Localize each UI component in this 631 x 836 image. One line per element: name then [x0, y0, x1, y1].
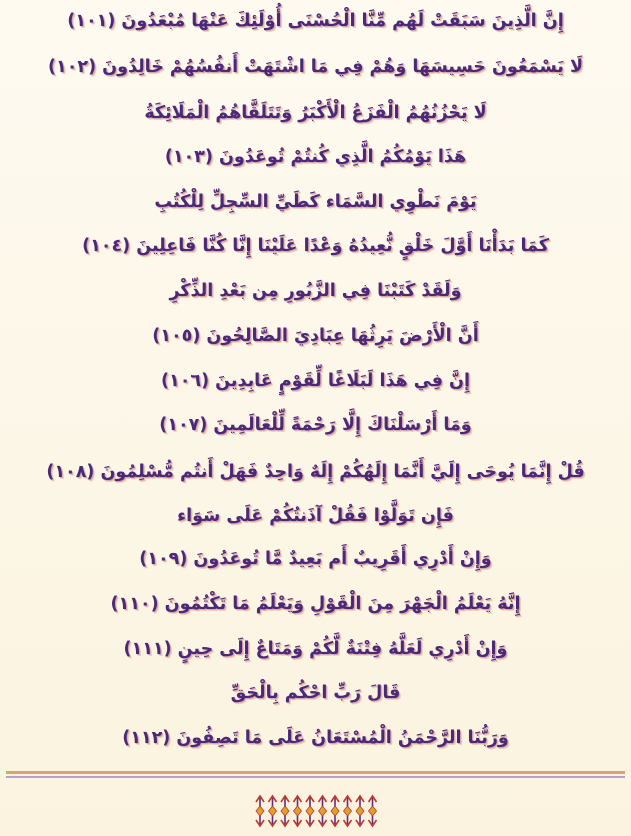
verse-line-103b: هَذَا يَوْمُكُمُ الَّذِي كُنتُمْ تُوعَدُونَ (١٠٣): [164, 147, 467, 167]
ornament-motif: [319, 796, 327, 826]
verse-line-104a: يَوْمَ نَطْوِي السَّمَاء كَطَيِّ السِّجِلِّ لِلْكُتُبِ: [154, 192, 477, 212]
ornament-motif: [294, 796, 302, 826]
verse-line-112b: وَرَبُّنَا الرَّحْمَنُ الْمُسْتَعَانُ عَلَى مَا تَصِفُونَ (١١٢): [122, 728, 509, 748]
verse-line-105a: وَلَقَدْ كَتَبْنَا فِي الزَّبُورِ مِن بَعْدِ الذِّكْرِ: [169, 281, 462, 301]
decorative-border-icon: [254, 792, 384, 830]
verse-line-108: قُلْ إِنَّمَا يُوحَى إِلَيَّ أَنَّمَا إِلَهُكُمْ إِلَهٌ وَاحِدٌ فَهَلْ أَنتُم مُّسْلِمُونَ (١٠٨): [46, 462, 585, 482]
ornament-motif: [356, 796, 364, 826]
divider-rule-lavender: [6, 776, 625, 778]
verse-line-106: إِنَّ فِي هَذَا لَبَلَاغًا لِّقَوْمٍ عَابِدِينَ (١٠٦): [161, 371, 470, 391]
divider-rule-orange: [6, 771, 625, 774]
verse-line-110: إِنَّهُ يَعْلَمُ الْجَهْرَ مِنَ الْقَوْلِ وَيَعْلَمُ مَا تَكْتُمُونَ (١١٠): [110, 594, 521, 614]
verse-line-109a: فَإِن تَوَلَّوْا فَقُلْ آذَنتُكُمْ عَلَى سَوَاء: [177, 506, 454, 526]
ornament-motif: [306, 796, 314, 826]
ornament-motif: [369, 796, 377, 826]
verse-line-101: إِنَّ الَّذِينَ سَبَقَتْ لَهُم مِّنَّا الْحُسْنَى أُوْلَئِكَ عَنْهَا مُبْعَدُونَ (١٠١): [67, 11, 564, 31]
verse-line-105b: أَنَّ الْأَرْضَ يَرِثُهَا عِبَادِيَ الصَّالِحُونَ (١٠٥): [152, 326, 479, 346]
verse-line-104b: كَمَا بَدَأْنَا أَوَّلَ خَلْقٍ نُّعِيدُهُ وَعْدًا عَلَيْنَا إِنَّا كُنَّا فَاعِلِينَ (١٠٤): [82, 236, 549, 256]
verse-line-111: وَإِنْ أَدْرِي لَعَلَّهُ فِتْنَةٌ لَّكُمْ وَمَتَاعٌ إِلَى حِينٍ (١١١): [123, 639, 508, 659]
verse-line-107: وَمَا أَرْسَلْنَاكَ إِلَّا رَحْمَةً لِّلْعَالَمِينَ (١٠٧): [159, 415, 472, 435]
ornament-motif: [281, 796, 289, 826]
verse-line-112a: قَالَ رَبِّ احْكُم بِالْحَقِّ: [230, 683, 401, 703]
ornament-motif: [256, 796, 264, 826]
ornament-motif: [269, 796, 277, 826]
verse-line-102: لَا يَسْمَعُونَ حَسِيسَهَا وَهُمْ فِي مَا اشْتَهَتْ أَنفُسُهُمْ خَالِدُونَ (١٠٢): [48, 57, 583, 77]
verse-line-103a: لَا يَحْزُنُهُمُ الْفَزَعُ الْأَكْبَرُ وَتَتَلَقَّاهُمُ الْمَلَائِكَةُ: [144, 103, 487, 123]
ornament-motif: [344, 796, 352, 826]
ornament-motif: [331, 796, 339, 826]
verse-line-109b: وَإِنْ أَدْرِي أَقَرِيبٌ أَم بَعِيدٌ مَّا تُوعَدُونَ (١٠٩): [139, 549, 492, 569]
